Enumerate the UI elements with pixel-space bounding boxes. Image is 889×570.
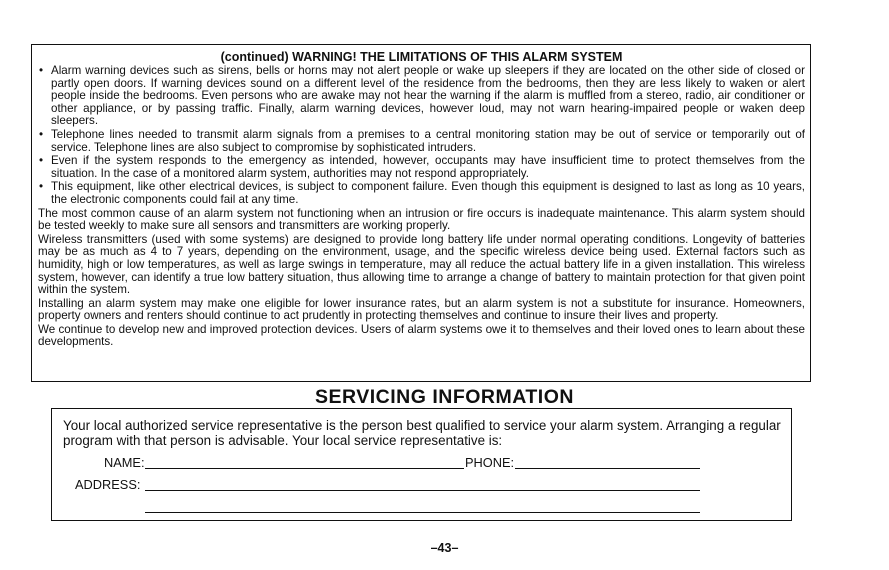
address-field-line[interactable] (145, 490, 700, 491)
bullet-text: Telephone lines needed to transmit alarm signals from a premises to a central monitoring station may be out of service or temporarily out of service. Telephone lines are also subject to compromise by sophisticated intruders. (51, 127, 805, 154)
insurance-paragraph: Installing an alarm system may make one eligible for lower insurance rates, but an alarm system is not a substitute for insurance. Homeowners, property owners and renters should continue to act prudently in protecting themselves and continue to insure their lives and property. (38, 296, 805, 323)
bullet-text: This equipment, like other electrical devices, is subject to component failure. Even though this equipment is designed to last as long as 10 years, the electronic components could fail at any time. (51, 180, 805, 206)
phone-field-line[interactable] (515, 468, 700, 469)
battery-paragraph: Wireless transmitters (used with some systems) are designed to provide long battery life under normal operating conditions. Longevity of batteries may be as much as 4 to 7 years, depending on the environment, usage, and the specific wireless device being used. External factors such as humidity, high or low temperatures, as well as large swings in temperature, may all reduce the actual battery life in a given installation. This wireless system, however, can identify a true low battery situation, thus allowing time to arrange a change of battery to maintain protection for that given point within the system. (38, 232, 805, 297)
warning-title: (continued) WARNING! THE LIMITATIONS OF THIS ALARM SYSTEM (220, 50, 623, 64)
phone-label: PHONE: (465, 455, 515, 470)
bullet-item (38, 181, 805, 206)
bullet-dot: • (39, 180, 44, 194)
bullet-item (38, 65, 805, 128)
bullet-item (38, 129, 805, 154)
bullet-text: Alarm warning devices such as sirens, bells or horns may not alert people or wake up sleepers if they are located on the other side of closed or partly open doors. If warning devices sound on a different level of the residence from the bedrooms, then they are less likely to waken or alert people inside the bedrooms. Even persons who are awake may not hear the warning if the alarm is muffled from a stereo, radio, air conditioner or other appliance, or by passing traffic. Finally, alarm warning devices, however loud, may not warn hearing-impaired people or waken deep sleepers. (51, 64, 805, 128)
bullet-dot: • (39, 154, 44, 168)
service-text: Your local authorized service representative is the person best qualified to service your alarm system. Arranging a regular program with that person is advisable. Your local service representative is: (63, 418, 781, 448)
warning-bullet-list (38, 65, 805, 207)
name-field-line[interactable] (145, 468, 464, 469)
bullet-dot: • (39, 64, 44, 77)
bullet-item (38, 155, 805, 180)
service-info-box (51, 408, 792, 521)
bullet-dot: • (39, 127, 44, 141)
bullet-text: Even if the system responds to the emergency as intended, however, occupants may have insufficient time to protect themselves from the situation. In the case of a monitored alarm system, authorities may not respond appropriately. (51, 154, 805, 180)
address-field-line-2[interactable] (145, 512, 700, 513)
development-paragraph: We continue to develop new and improved protection devices. Users of alarm systems owe it to themselves and their loved ones to learn about these developments. (38, 322, 805, 349)
servicing-title: SERVICING INFORMATION (315, 386, 574, 408)
name-label: NAME: (104, 455, 145, 470)
warning-box (31, 44, 811, 382)
maintenance-paragraph: The most common cause of an alarm system not functioning when an intrusion or fire occurs is inadequate maintenance. This alarm system should be tested weekly to make sure all sensors and transmitters are working properly. (38, 206, 805, 233)
address-label: ADDRESS: (75, 477, 141, 492)
page-number: –43– (430, 541, 459, 555)
